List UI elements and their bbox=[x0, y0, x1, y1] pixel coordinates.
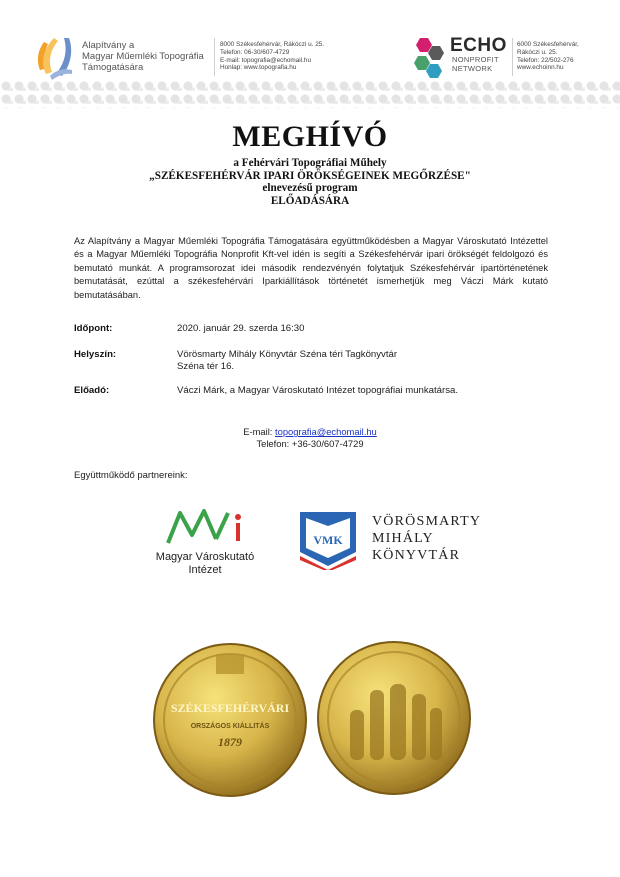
contact-line: Rákóczi u. 25. bbox=[517, 48, 558, 56]
place-label: Helyszín: bbox=[74, 349, 117, 360]
mvi-name bbox=[140, 551, 270, 577]
right-contact bbox=[517, 41, 579, 72]
contact-line: Honlap: www.topografia.hu bbox=[220, 64, 297, 72]
mvi-line: Intézet bbox=[188, 564, 222, 576]
left-org-line: Támogatására bbox=[82, 62, 144, 73]
phone-line: Telefon: +36-30/607-4729 bbox=[256, 437, 364, 449]
medal-crest bbox=[216, 654, 244, 674]
email-prefix: E-mail: bbox=[243, 426, 275, 437]
echo-hexagons-icon bbox=[410, 36, 452, 80]
echo-sub-line: NETWORK bbox=[452, 63, 493, 73]
echo-subtitle bbox=[452, 56, 499, 73]
vmk-letters: VMK bbox=[313, 533, 343, 547]
contact-line: E-mail: topografia@echomail.hu bbox=[220, 56, 312, 64]
header-divider bbox=[512, 38, 513, 76]
speaker-label: Előadó: bbox=[74, 385, 110, 396]
vmk-name bbox=[372, 513, 481, 564]
page-title: MEGHÍVÓ bbox=[232, 120, 388, 153]
vmk-line: MIHÁLY bbox=[372, 531, 434, 546]
left-org-name bbox=[82, 40, 212, 73]
contact-line: 6000 Székesfehérvár, bbox=[517, 41, 579, 48]
subtitle-line: elnevezésű program bbox=[262, 182, 358, 195]
subtitle-line: „SZÉKESFEHÉRVÁR IPARI ÖRÖKSÉGEINEK MEGŐRZÉSE" bbox=[149, 169, 471, 182]
email-link[interactable]: topografia@echomail.hu bbox=[275, 426, 377, 437]
contact-line: 8000 Székesfehérvár, Rákóczi u. 25. bbox=[220, 41, 325, 48]
partners-label: Együttműködő partnereink: bbox=[74, 470, 188, 481]
invitation-paragraph: Az Alapítvány a Magyar Műemléki Topográfia Támogatására együttműködésben a Magyar Városkutató Intézettel és a Magyar Műemléki Topográfia Nonprofit Kft-vel idén is segíti a Székesfehérvár ipari örökségét feldolgozó és bemutató munkát. A programsorozat idei második rendezvényén folytatjuk Székesfehérvár ipartörténetének bemutatását, ezúttal a székesfehérvári Iparkiállítások történetét ismerhetjük meg Váczi Márk kutató bemutatásában. bbox=[74, 236, 548, 300]
mvi-logo-icon bbox=[150, 505, 260, 551]
contact-line: Telefon: 06-30/607-4729 bbox=[220, 48, 290, 56]
speaker-value: Váczi Márk, a Magyar Városkutató Intézet topográfiai munkatársa. bbox=[177, 385, 459, 396]
left-contact bbox=[220, 41, 324, 72]
place-line: Vörösmarty Mihály Könyvtár Széna téri Tagkönyvtár bbox=[177, 349, 398, 360]
medal-year: 1879 bbox=[218, 735, 242, 749]
subtitle-line: ELŐADÁSÁRA bbox=[270, 194, 350, 207]
event-subtitle bbox=[0, 157, 620, 207]
letterhead bbox=[0, 0, 620, 105]
echo-sub-line: NONPROFIT bbox=[452, 55, 499, 64]
time-label: Időpont: bbox=[74, 323, 113, 334]
time-value: 2020. január 29. szerda 16:30 bbox=[177, 323, 305, 334]
subtitle-line: a Fehérvári Topográfiai Műhely bbox=[233, 157, 387, 169]
header-divider bbox=[214, 38, 215, 76]
contact-block bbox=[0, 426, 620, 449]
medal-text: ORSZÁGOS KIÁLLITÁS bbox=[190, 723, 270, 730]
contact-line: www.echoinn.hu bbox=[517, 64, 564, 72]
hexagon-pattern-band bbox=[0, 78, 620, 108]
place-value bbox=[177, 349, 397, 372]
vmk-line: KÖNYVTÁR bbox=[372, 548, 461, 563]
medal-photo bbox=[150, 640, 472, 800]
email-line bbox=[0, 426, 620, 438]
contact-line: Telefon: 22/502-276 bbox=[517, 56, 574, 64]
vmk-logo-icon bbox=[296, 508, 360, 570]
echo-name: ECHO bbox=[450, 35, 507, 56]
hands-logo-icon bbox=[34, 30, 78, 80]
vmk-line: VÖRÖSMARTY bbox=[372, 514, 482, 529]
left-org-line: Alapítvány a bbox=[82, 40, 135, 51]
medal-text: SZÉKESFEHÉRVÁRI bbox=[170, 701, 290, 715]
left-org-line: Magyar Műemléki Topográfia bbox=[82, 51, 204, 62]
place-line: Széna tér 16. bbox=[177, 360, 235, 372]
mvi-line: Magyar Városkutató bbox=[155, 551, 255, 563]
